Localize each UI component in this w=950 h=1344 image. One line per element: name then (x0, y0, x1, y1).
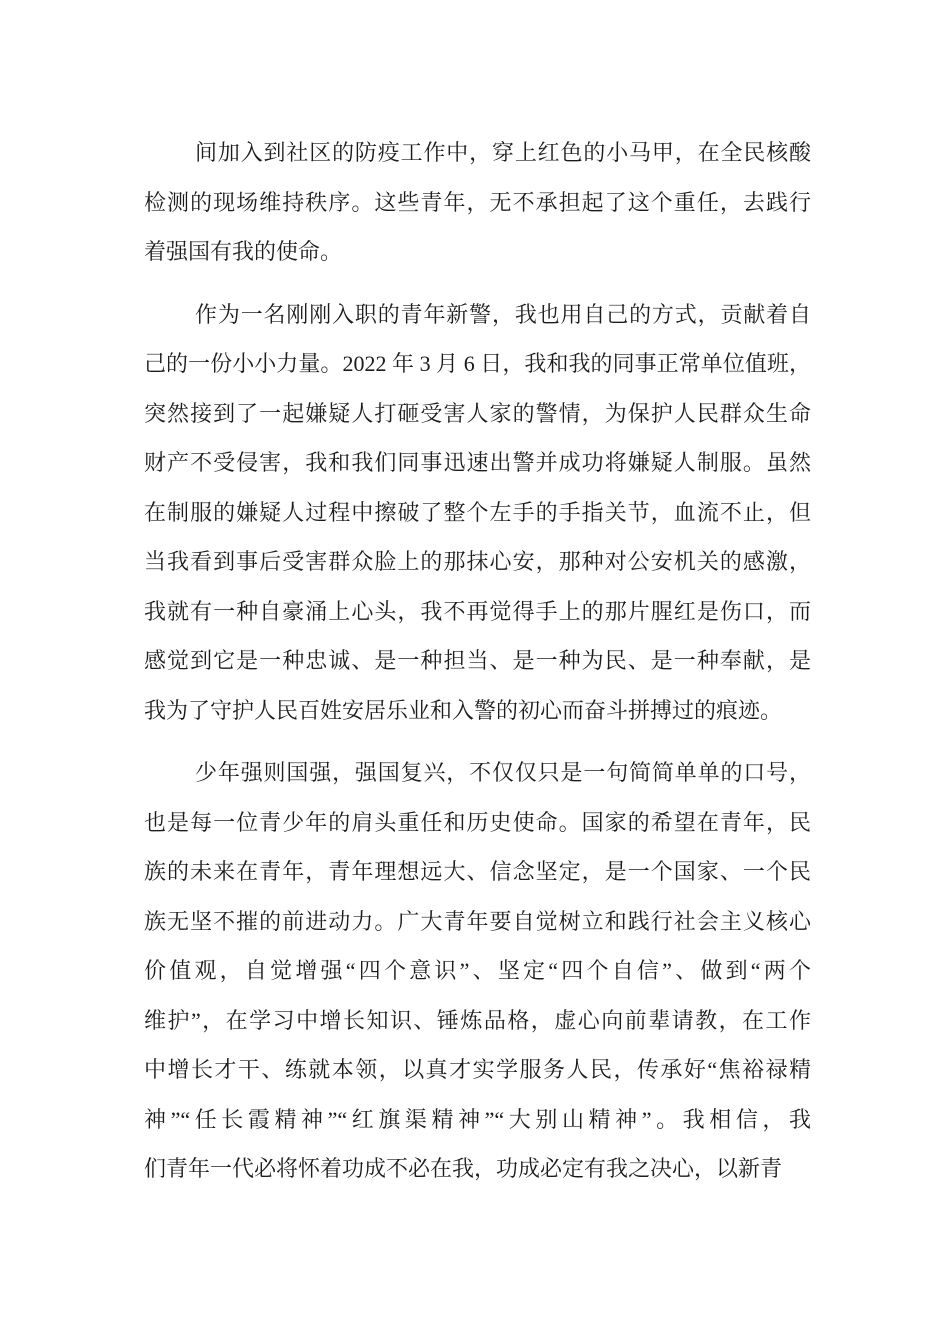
text-line: 神”“任长霞精神”“红旗渠精神”“大别山精神”。我相信，我 (144, 1106, 811, 1132)
text-line: 价值观，自觉增强“四个意识”、坚定“四个自信”、做到“两个 (144, 958, 811, 983)
text-line: 少年强则国强，强国复兴，不仅仅只是一句简简单单的口号， (195, 760, 811, 785)
text-line: 们青年一代必将怀着功成不必在我，功成必定有我之决心，以新青 (144, 1156, 783, 1181)
text-line: 也是每一位青少年的肩头重任和历史使命。国家的希望在青年，民 (144, 809, 811, 835)
text-line: 己的一份小小力量。2022 年 3 月 6 日，我和我的同事正常单位值班， (144, 351, 811, 376)
text-line: 感觉到它是一种忠诚、是一种担当、是一种为民、是一种奉献，是 (144, 648, 811, 673)
paragraph (144, 128, 811, 277)
text-line: 我为了守护人民百姓安居乐业和入警的初心而奋斗拼搏过的痕迹。 (144, 697, 783, 723)
text-line: 检测的现场维持秩序。这些青年，无不承担起了这个重任，去践行 (144, 189, 811, 215)
text-line: 着强国有我的使命。 (144, 239, 343, 264)
text-line: 中增长才干、练就本领，以真才实学服务人民，传承好“焦裕禄精 (144, 1057, 811, 1082)
text-line: 在制服的嫌疑人过程中擦破了整个左手的手指关节，血流不止，但 (144, 499, 811, 525)
text-line: 间加入到社区的防疫工作中，穿上红色的小马甲，在全民核酸 (195, 140, 811, 165)
text-line: 维护”，在学习中增长知识、锤炼品格，虚心向前辈请教，在工作 (144, 1007, 811, 1033)
text-line: 族无坚不摧的前进动力。广大青年要自觉树立和践行社会主义核心 (144, 908, 811, 934)
text-line: 突然接到了一起嫌疑人打砸受害人家的警情，为保护人民群众生命 (144, 400, 811, 426)
text-line: 族的未来在青年，青年理想远大、信念坚定，是一个国家、一个民 (144, 859, 811, 884)
text-line: 当我看到事后受害群众脸上的那抹心安，那种对公安机关的感激， (144, 549, 811, 574)
document-body (144, 128, 811, 1194)
text-line: 作为一名刚刚入职的青年新警，我也用自己的方式，贡献着自 (195, 301, 811, 327)
paragraph (144, 290, 811, 736)
text-line: 我就有一种自豪涌上心头，我不再觉得手上的那片腥红是伤口，而 (144, 598, 811, 624)
text-line: 财产不受侵害，我和我们同事迅速出警并成功将嫌疑人制服。虽然 (144, 450, 811, 475)
paragraph (144, 748, 811, 1194)
